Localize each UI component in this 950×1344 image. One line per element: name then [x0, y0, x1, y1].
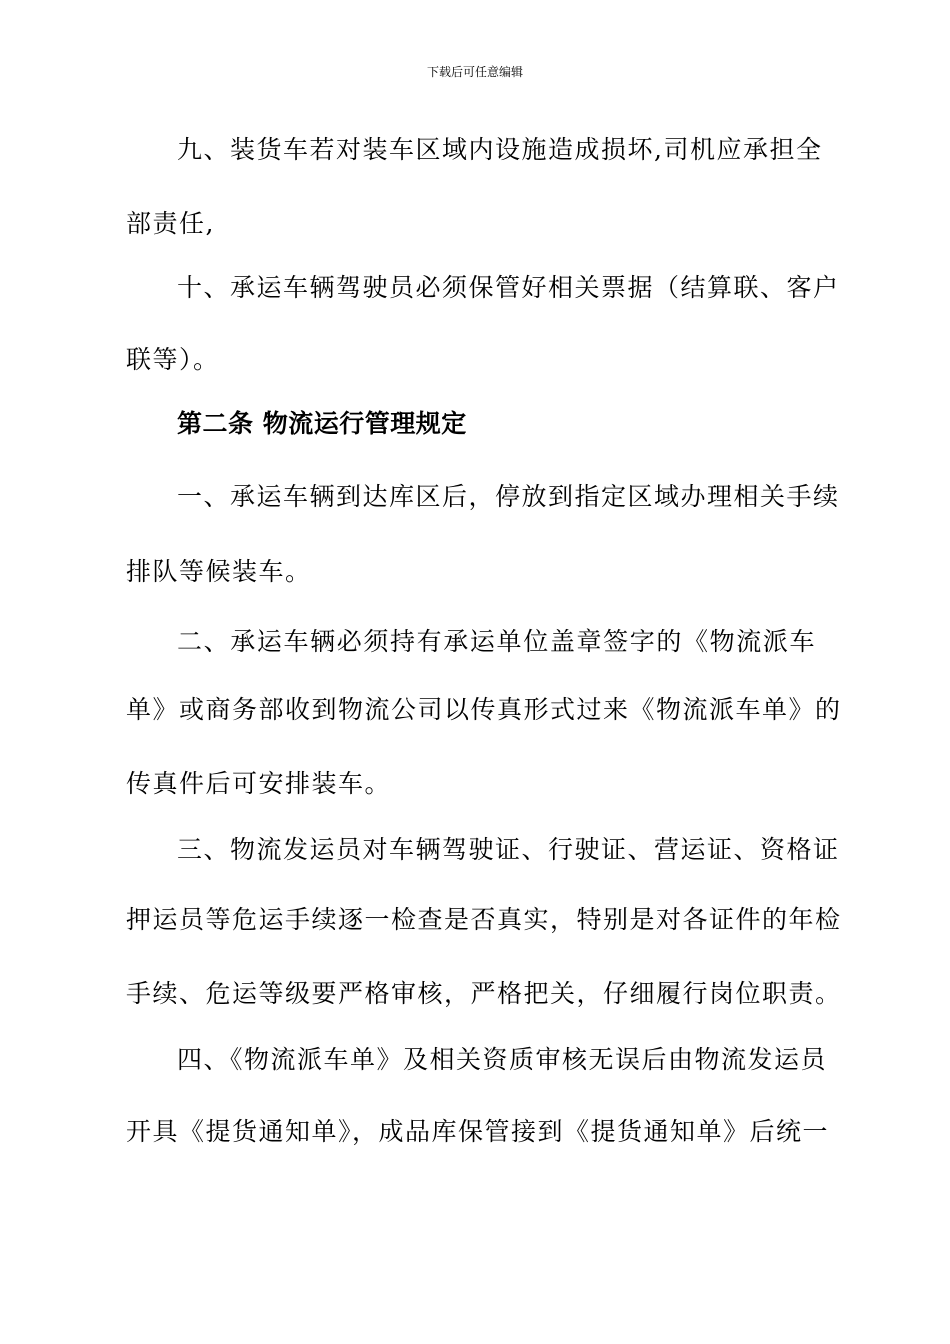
item-4-line-2: 开具《提货通知单》，成品库保管接到《提货通知单》后统一 — [126, 1117, 830, 1146]
section-heading: 第二条 物流运行管理规定 — [177, 409, 467, 438]
item-2-line-2: 单》或商务部收到物流公司以传真形式过来《物流派车单》的 — [126, 695, 842, 724]
paragraph-10-line-1: 十、承运车辆驾驶员必须保管好相关票据（结算联、客户 — [177, 273, 840, 302]
item-2-line-1: 二、承运车辆必须持有承运单位盖章签字的《物流派车 — [177, 627, 816, 656]
item-4-line-1: 四、《物流派车单》及相关资质审核无误后由物流发运员 — [177, 1045, 828, 1074]
item-3-line-3: 手续、危运等级要严格审核，严格把关，仔细履行岗位职责。 — [126, 979, 842, 1008]
item-1-line-2: 排队等候装车。 — [126, 557, 312, 586]
item-3-line-2: 押运员等危运手续逐一检查是否真实，特别是对各证件的年检 — [126, 905, 842, 934]
page-header-note: 下载后可任意编辑 — [426, 65, 523, 79]
item-2-line-3: 传真件后可安排装车。 — [126, 769, 392, 798]
paragraph-10-line-2: 联等）。 — [126, 345, 220, 374]
paragraph-9-line-1: 九、装货车若对装车区域内设施造成损坏,司机应承担全 — [177, 135, 823, 164]
item-3-line-1: 三、物流发运员对车辆驾驶证、行驶证、营运证、资格证 — [177, 835, 840, 864]
paragraph-9-line-2: 部责任, — [126, 209, 215, 238]
item-1-line-1: 一、承运车辆到达库区后，停放到指定区域办理相关手续 — [177, 482, 840, 511]
